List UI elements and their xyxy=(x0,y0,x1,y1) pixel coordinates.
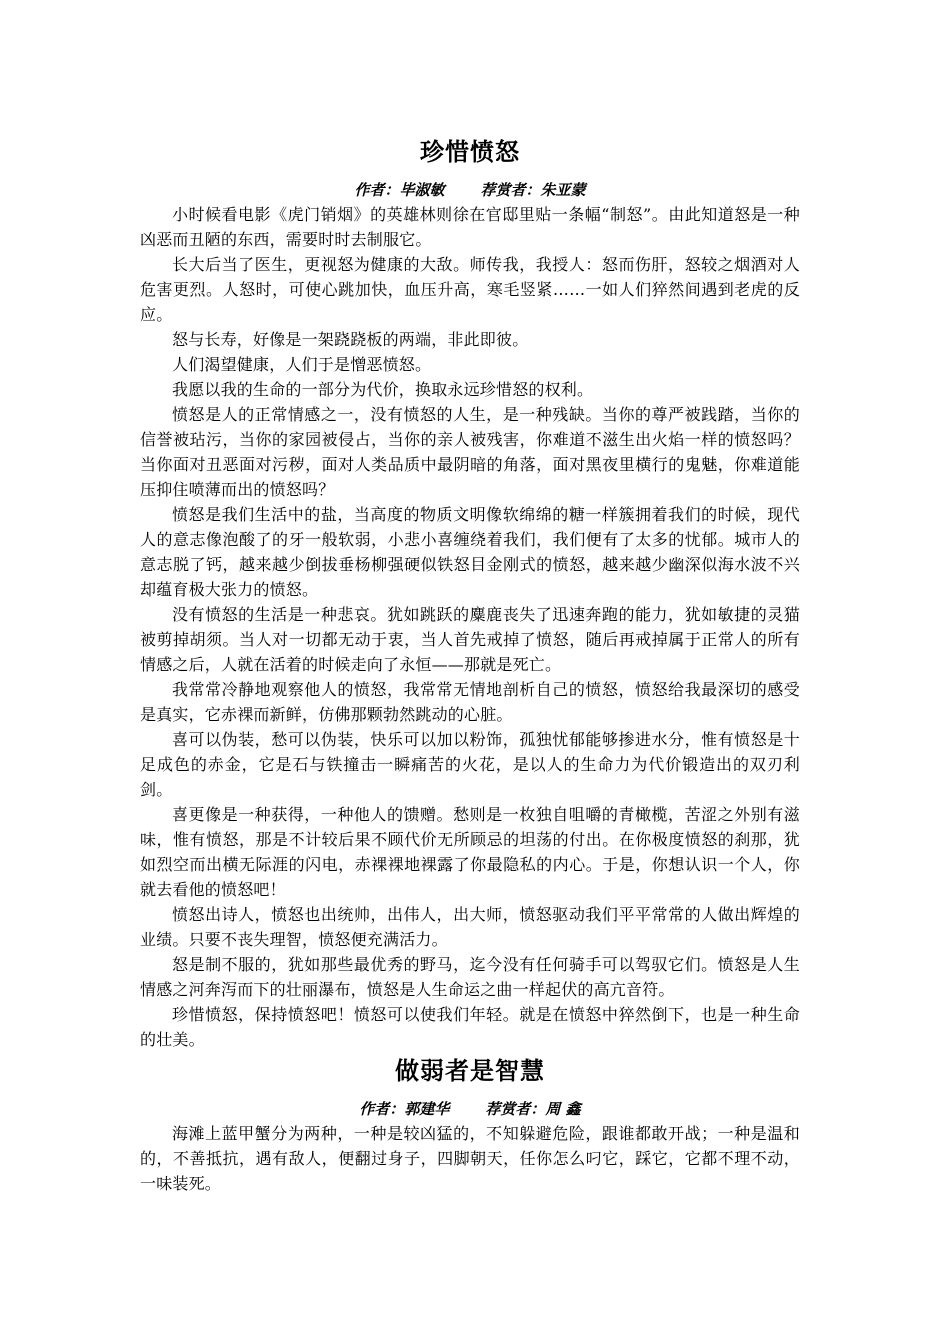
article-title: 做弱者是智慧 xyxy=(395,1057,545,1085)
article-byline xyxy=(140,178,800,202)
paragraph: 喜更像是一种获得，一种他人的馈赠。愁则是一枚独自咀嚼的青橄榄，苦涩之外别有滋味，惟有愤怒，那是不计较后果不顾代价无所顾忌的坦荡的付出。在你极度愤怒的刹那，犹如烈空而出横无际涯的闪电，赤裸裸地裸露了你最隐私的内心。于是，你想认识一个人，你就去看他的愤怒吧！ xyxy=(140,805,800,899)
article-cherish-anger xyxy=(140,136,800,1052)
paragraph: 怒是制不服的，犹如那些最优秀的野马，迄今没有任何骑手可以驾驭它们。愤怒是人生情感之河奔泻而下的壮丽瀑布，愤怒是人生命运之曲一样起伏的高亢音符。 xyxy=(140,955,800,999)
paragraph: 珍惜愤怒，保持愤怒吧！愤怒可以使我们年轻。就是在愤怒中猝然倒下，也是一种生命的壮美。 xyxy=(140,1005,800,1049)
article-byline xyxy=(140,1097,800,1121)
paragraph: 愤怒是我们生活中的盐，当高度的物质文明像软绵绵的糖一样簇拥着我们的时候，现代人的意志像泡酸了的牙一般软弱，小悲小喜缠绕着我们，我们便有了太多的忧郁。城市人的意志脱了钙，越来越少倒拔垂杨柳强硬似铁怒目金刚式的愤怒，越来越少幽深似海水波不兴却蕴育极大张力的愤怒。 xyxy=(140,505,800,599)
recommender-label: 荐赏者：朱亚蒙 xyxy=(480,181,586,199)
paragraph: 喜可以伪装，愁可以伪装，快乐可以加以粉饰，孤独忧郁能够掺进水分，惟有愤怒是十足成色的赤金，它是石与铁撞击一瞬痛苦的火花，是以人的生命力为代价锻造出的双刃利剑。 xyxy=(140,730,800,799)
paragraph: 我愿以我的生命的一部分为代价，换取永远珍惜怒的权利。 xyxy=(172,380,594,399)
author-label: 作者：郭建华 xyxy=(359,1100,450,1118)
paragraph: 海滩上蓝甲蟹分为两种，一种是较凶猛的，不知躲避危险，跟谁都敢开战；一种是温和的，不善抵抗，遇有敌人，便翻过身子，四脚朝天，任你怎么叼它，踩它，它都不理不动，一味装死。 xyxy=(140,1124,800,1193)
paragraph: 人们渴望健康，人们于是憎恶愤怒。 xyxy=(172,355,432,374)
recommender-label: 荐赏者：周 鑫 xyxy=(485,1100,581,1118)
paragraph: 长大后当了医生，更视怒为健康的大敌。师传我，我授人：怒而伤肝，怒较之烟酒对人危害更烈。人怒时，可使心跳加快，血压升高，寒毛竖紧……一如人们猝然间遇到老虎的反应。 xyxy=(140,255,800,324)
paragraph: 怒与长寿，好像是一架跷跷板的两端，非此即彼。 xyxy=(172,330,529,349)
paragraph: 小时候看电影《虎门销烟》的英雄林则徐在官邸里贴一条幅“制怒”。由此知道怒是一种凶恶而丑陋的东西，需要时时去制服它。 xyxy=(140,205,800,249)
author-label: 作者：毕淑敏 xyxy=(354,181,445,199)
paragraph: 愤怒出诗人，愤怒也出统帅，出伟人，出大师，愤怒驱动我们平平常常的人做出辉煌的业绩。只要不丧失理智，愤怒便充满活力。 xyxy=(140,905,800,949)
article-title: 珍惜愤怒 xyxy=(420,138,520,166)
paragraph: 愤怒是人的正常情感之一，没有愤怒的人生，是一种残缺。当你的尊严被践踏，当你的信誉被玷污，当你的家园被侵占，当你的亲人被残害，你难道不滋生出火焰一样的愤怒吗？当你面对丑恶面对污秽，面对人类品质中最阴暗的角落，面对黑夜里横行的鬼魅，你难道能压抑住喷薄而出的愤怒吗？ xyxy=(140,405,800,499)
paragraph: 我常常冷静地观察他人的愤怒，我常常无情地剖析自己的愤怒，愤怒给我最深切的感受是真实，它赤裸而新鲜，仿佛那颗勃然跳动的心脏。 xyxy=(140,680,800,724)
paragraph: 没有愤怒的生活是一种悲哀。犹如跳跃的麋鹿丧失了迅速奔跑的能力，犹如敏捷的灵猫被剪掉胡须。当人对一切都无动于衷，当人首先戒掉了愤怒，随后再戒掉属于正常人的所有情感之后，人就在活着的时候走向了永恒——那就是死亡。 xyxy=(140,605,800,674)
article-weakness-is-wisdom xyxy=(140,1055,800,1196)
